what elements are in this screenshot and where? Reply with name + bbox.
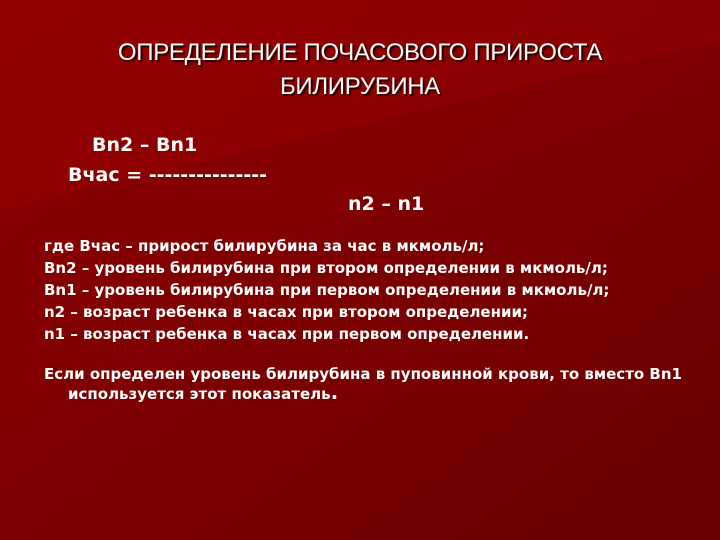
slide-title: ОПРЕДЕЛЕНИЕ ПОЧАСОВОГО ПРИРОСТА БИЛИРУБИНА xyxy=(117,39,603,100)
definition-item: Bn2 – уровень билирубина при втором определении в мкмоль/л; xyxy=(44,259,608,277)
definitions-block xyxy=(44,237,684,407)
formula-denominator: n2 – n1 xyxy=(348,193,425,215)
definition-item: n2 – возраст ребенка в часах при втором определении; xyxy=(44,303,528,321)
formula-numerator: Bn2 – Bn1 xyxy=(92,134,198,156)
note-text: Если определен уровень билирубина в пуповинной крови, то вместо Bn1 используется этот показатель xyxy=(44,365,682,403)
note-paragraph xyxy=(44,365,684,403)
note-period: . xyxy=(330,380,339,404)
definition-item: где Вчас – прирост билирубина за час в мкмоль/л; xyxy=(44,237,485,255)
formula-main: Вчас = --------------- xyxy=(68,164,268,186)
definition-item: Bn1 – уровень билирубина при первом определении в мкмоль/л; xyxy=(44,281,610,299)
definition-item: n1 – возраст ребенка в часах при первом определении. xyxy=(44,325,530,343)
